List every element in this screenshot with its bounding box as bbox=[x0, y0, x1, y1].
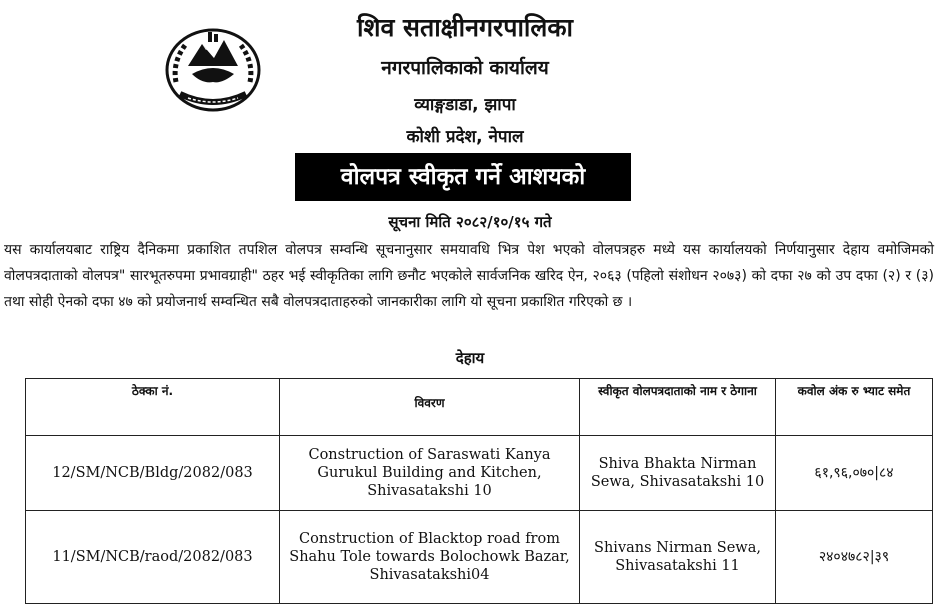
header-amount: कवोल अंक रु भ्याट समेत bbox=[776, 379, 933, 436]
cell-amount: ६१,९६,०७०|८४ bbox=[776, 436, 933, 511]
table-row bbox=[26, 511, 933, 604]
cell-contract-no: 12/SM/NCB/Bldg/2082/083 bbox=[26, 436, 280, 511]
cell-contract-no: 11/SM/NCB/raod/2082/083 bbox=[26, 511, 280, 604]
office-location: व्याङ्गडाडा, झापा bbox=[414, 95, 516, 115]
province-country: कोशी प्रदेश, नेपाल bbox=[406, 127, 524, 147]
cell-amount: २४०४७८२|३९ bbox=[776, 511, 933, 604]
bid-table bbox=[25, 378, 933, 604]
nepal-emblem-icon bbox=[162, 22, 264, 114]
office-name: नगरपालिकाको कार्यालय bbox=[381, 57, 549, 79]
notice-title-banner: वोलपत्र स्वीकृत गर्ने आशयको bbox=[295, 153, 631, 201]
table-row bbox=[26, 436, 933, 511]
header-description: विवरण bbox=[280, 379, 580, 436]
table-header-row bbox=[26, 379, 933, 436]
cell-description: Construction of Saraswati Kanya Gurukul Building and Kitchen, Shivasatakshi 10 bbox=[280, 436, 580, 511]
header-contract-no: ठेक्का नं. bbox=[26, 379, 280, 436]
notice-date: सूचना मिति २०८२/१०/१५ गते bbox=[388, 213, 552, 231]
cell-bidder: Shivans Nirman Sewa, Shivasatakshi 11 bbox=[580, 511, 776, 604]
cell-description: Construction of Blacktop road from Shahu Tole towards Bolochowk Bazar, Shivasatakshi04 bbox=[280, 511, 580, 604]
municipality-name: शिव सताक्षीनगरपालिका bbox=[356, 13, 574, 42]
notice-body-text: यस कार्यालयबाट राष्ट्रिय दैनिकमा प्रकाशित तपशिल वोलपत्र सम्वन्धि सूचनानुसार समयावधि भित्र पेश भएको वोलपत्रहरु मध्ये यस कार्यालयको निर्णयानुसार देहाय वमोजिमको वोलपत्रदाताको वोलपत्र" सारभूतरुपमा प्रभावग्राही" ठहर भई स्वीकृतिका लागि छनौट भएकोले सार्वजनिक खरिद ऐन, २०६३ (पहिलो संशोधन २०७३) को दफा २७ को उप दफा (२) र (३) तथा सोही ऐनको दफा ४७ को प्रयोजनार्थ सम्वन्धित सबै वोलपत्रदाताहरुको जानकारीका लागि यो सूचना प्रकाशित गरिएको छ । bbox=[4, 242, 934, 310]
header-bidder: स्वीकृत वोलपत्रदाताको नाम र ठेगाना bbox=[580, 379, 776, 436]
section-subtitle: देहाय bbox=[455, 349, 485, 367]
cell-bidder: Shiva Bhakta Nirman Sewa, Shivasatakshi 10 bbox=[580, 436, 776, 511]
